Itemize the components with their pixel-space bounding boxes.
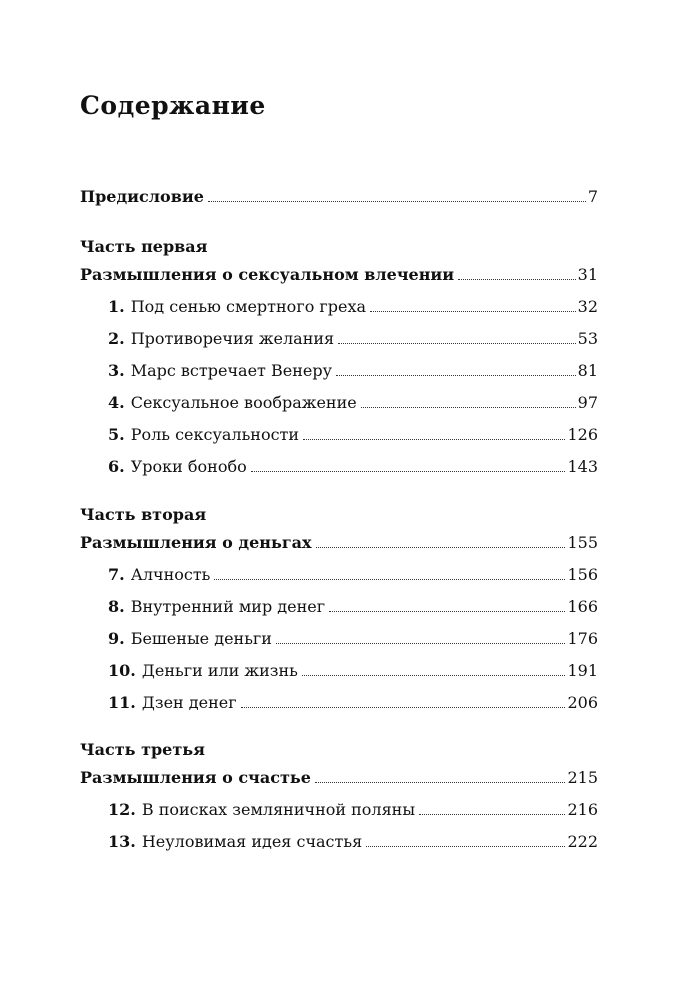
- dot-leader: [458, 279, 575, 280]
- chapter-title: Марс встречает Венеру: [130, 361, 332, 380]
- dot-leader: [338, 343, 576, 344]
- toc-page-number: 53: [577, 329, 598, 348]
- dot-leader: [370, 311, 576, 312]
- part-label: Часть первая: [80, 237, 208, 256]
- toc-entry-chapter[interactable]: [108, 565, 598, 585]
- toc-page-number: 155: [567, 533, 598, 552]
- dot-leader: [303, 439, 565, 440]
- dot-leader: [276, 643, 565, 644]
- part-label: Часть вторая: [80, 505, 207, 524]
- toc-page-number: 31: [577, 265, 598, 284]
- toc-page-number: 156: [567, 565, 598, 584]
- chapter-number: 13.: [108, 832, 136, 851]
- dot-leader: [214, 579, 565, 580]
- toc-entry-chapter[interactable]: [108, 693, 598, 713]
- chapter-title: Роль сексуальности: [130, 425, 300, 444]
- toc-page-number: 32: [577, 297, 598, 316]
- chapter-number: 9.: [108, 629, 125, 648]
- chapter-title: Алчность: [130, 565, 211, 584]
- chapter-number: 5.: [108, 425, 125, 444]
- chapter-title: Неуловимая идея счастья: [141, 832, 363, 851]
- toc-entry-chapter[interactable]: [108, 661, 598, 681]
- toc-entry-part[interactable]: [80, 265, 598, 285]
- toc-page-number: 97: [577, 393, 598, 412]
- toc-entry-chapter[interactable]: [108, 297, 598, 317]
- chapter-number: 7.: [108, 565, 125, 584]
- dot-leader: [329, 611, 565, 612]
- chapter-number: 8.: [108, 597, 125, 616]
- chapter-number: 6.: [108, 457, 125, 476]
- chapter-title: Противоречия желания: [130, 329, 335, 348]
- toc-page-number: 215: [567, 768, 598, 787]
- chapter-number: 10.: [108, 661, 136, 680]
- part-label: Часть третья: [80, 740, 205, 759]
- dot-leader: [336, 375, 576, 376]
- toc-page-number: 191: [567, 661, 598, 680]
- toc-page-number: 222: [567, 832, 598, 851]
- chapter-title: Деньги или жизнь: [141, 661, 298, 680]
- dot-leader: [315, 782, 566, 783]
- part-title: Размышления о деньгах: [80, 533, 312, 552]
- toc-page-number: 7: [587, 187, 598, 206]
- dot-leader: [241, 707, 566, 708]
- toc-page-number: 216: [567, 800, 598, 819]
- toc-entry-part[interactable]: [80, 533, 598, 553]
- page-title: Содержание: [80, 91, 266, 120]
- toc-page-number: 126: [567, 425, 598, 444]
- dot-leader: [419, 814, 565, 815]
- chapter-number: 4.: [108, 393, 125, 412]
- toc-entry-chapter[interactable]: [108, 832, 598, 852]
- toc-entry-title: Предисловие: [80, 187, 204, 206]
- chapter-title: Уроки бонобо: [130, 457, 247, 476]
- dot-leader: [208, 201, 586, 202]
- toc-entry-preface[interactable]: [80, 187, 598, 207]
- chapter-title: В поисках земляничной поляны: [141, 800, 416, 819]
- chapter-title: Бешеные деньги: [130, 629, 272, 648]
- toc-page-number: 81: [577, 361, 598, 380]
- chapter-title: Дзен денег: [141, 693, 237, 712]
- chapter-number: 12.: [108, 800, 136, 819]
- chapter-title: Сексуальное воображение: [130, 393, 357, 412]
- toc-page-number: 206: [567, 693, 598, 712]
- toc-entry-chapter[interactable]: [108, 393, 598, 413]
- chapter-title: Под сенью смертного греха: [130, 297, 367, 316]
- toc-entry-chapter[interactable]: [108, 457, 598, 477]
- toc-entry-chapter[interactable]: [108, 597, 598, 617]
- toc-entry-part[interactable]: [80, 768, 598, 788]
- toc-page-number: 176: [567, 629, 598, 648]
- toc-page-number: 143: [567, 457, 598, 476]
- chapter-number: 2.: [108, 329, 125, 348]
- dot-leader: [366, 846, 565, 847]
- dot-leader: [316, 547, 566, 548]
- toc-page-number: 166: [567, 597, 598, 616]
- toc-entry-chapter[interactable]: [108, 361, 598, 381]
- toc-entry-chapter[interactable]: [108, 329, 598, 349]
- chapter-title: Внутренний мир денег: [130, 597, 326, 616]
- chapter-number: 1.: [108, 297, 125, 316]
- dot-leader: [302, 675, 566, 676]
- part-title: Размышления о счастье: [80, 768, 311, 787]
- dot-leader: [361, 407, 576, 408]
- part-title: Размышления о сексуальном влечении: [80, 265, 455, 284]
- chapter-number: 3.: [108, 361, 125, 380]
- toc-entry-chapter[interactable]: [108, 629, 598, 649]
- dot-leader: [251, 471, 566, 472]
- toc-entry-chapter[interactable]: [108, 800, 598, 820]
- toc-entry-chapter[interactable]: [108, 425, 598, 445]
- chapter-number: 11.: [108, 693, 136, 712]
